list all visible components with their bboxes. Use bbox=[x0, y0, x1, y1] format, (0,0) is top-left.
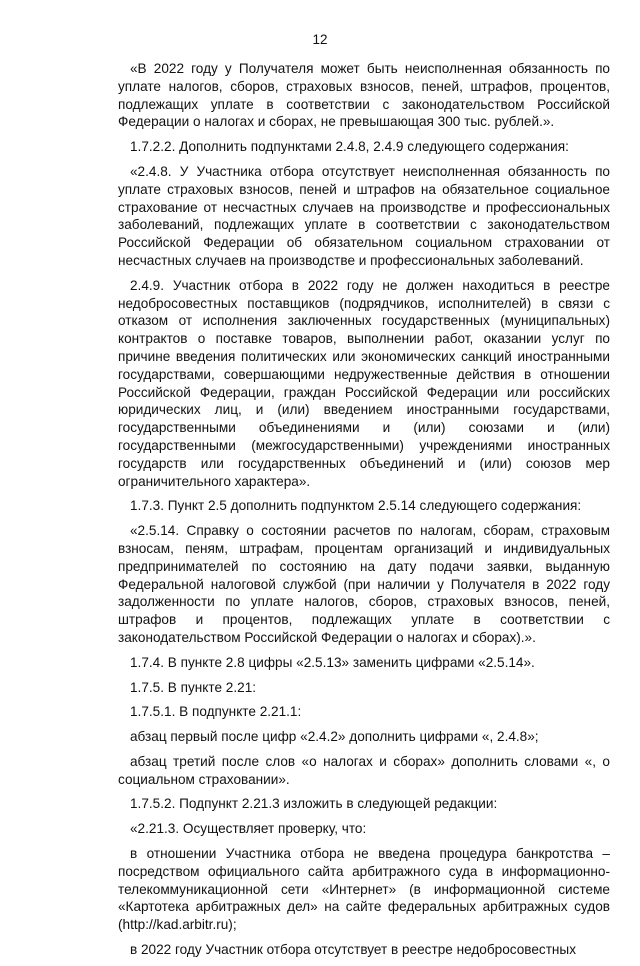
paragraph: «2.5.14. Справку о состоянии расчетов по налогам, сборам, страховым взносам, пеням, штрафам, процентам организаций и индивидуальных предпринимателей по состоянию на дату подачи заявки, выданную Федеральной налоговой службой (при наличии у Получателя в 2022 году задолженности по уплате налогов, сборов, страховых взносов, пеней, штрафов и процентов, подлежащих уплате в соответствии с законодательством Российской Федерации о налогах и сборах).». bbox=[118, 523, 610, 645]
paragraph: 1.7.3. Пункт 2.5 дополнить подпунктом 2.5.14 следующего содержания: bbox=[130, 498, 582, 514]
paragraph: в 2022 году Участник отбора отсутствует в реестре недобросовестных bbox=[130, 942, 577, 958]
paragraph: «2.4.8. У Участника отбора отсутствует неисполненная обязанность по уплате страховых взносов, пеней и штрафов на обязательное социальное страхование от несчастных случаев на производстве и профессиональных заболеваний, подлежащих уплате в соответствии с законодательством Российской Федерации об обязательном социальном страховании от несчастных случаев на производстве и профессиональных заболеваний. bbox=[118, 163, 610, 268]
paragraph: 1.7.5.2. Подпункт 2.21.3 изложить в следующей редакции: bbox=[130, 796, 498, 812]
document-body bbox=[118, 60, 610, 966]
paragraph: «В 2022 году у Получателя может быть неисполненная обязанность по уплате налогов, сборов, страховых взносов, пеней, штрафов, процентов, подлежащих уплате в соответствии с законодательством Российской Федерации о налогах и сборах, не превышающая 300 тыс. рублей.». bbox=[118, 61, 610, 130]
paragraph: абзац первый после цифр «2.4.2» дополнить цифрами «, 2.4.8»; bbox=[130, 729, 539, 745]
paragraph: 1.7.4. В пункте 2.8 цифры «2.5.13» заменить цифрами «2.5.14». bbox=[130, 654, 535, 670]
paragraph: «2.21.3. Осуществляет проверку, что: bbox=[130, 821, 367, 837]
paragraph: 1.7.5.1. В подпункте 2.21.1: bbox=[130, 704, 302, 720]
paragraph: 1.7.2.2. Дополнить подпунктами 2.4.8, 2.4.9 следующего содержания: bbox=[130, 139, 569, 155]
paragraph: 1.7.5. В пункте 2.21: bbox=[130, 679, 257, 695]
paragraph: 2.4.9. Участник отбора в 2022 году не должен находиться в реестре недобросовестных поставщиков (подрядчиков, исполнителей) в связи с отказом от исполнения заключенных государственных (муниципальных) контрактов о поставке товаров, выполнении работ, оказании услуг по причине введения политических или экономических санкций иностранными государствами, совершающими недружественные действия в отношении Российской Федерации, граждан Российской Федерации или российских юридических лиц, и (или) введением иностранными государствами, государственными объединениями и (или) союзами и (или) государственными (межгосударственными) учреждениями иностранных государств или государственных объединений и (или) союзов мер ограничительного характера». bbox=[118, 277, 610, 489]
paragraph: в отношении Участника отбора не введена процедура банкротства – посредством официального сайта арбитражного суда в информационно-телекоммуникационной сети «Интернет» (в информационной системе «Картотека арбитражных дел» на сайте федеральных арбитражных судов (http://kad.arbitr.ru); bbox=[118, 846, 610, 933]
paragraph: абзац третий после слов «о налогах и сборах» дополнить словами «, о социальном страховании». bbox=[118, 753, 610, 787]
page-number: 12 bbox=[312, 32, 328, 47]
